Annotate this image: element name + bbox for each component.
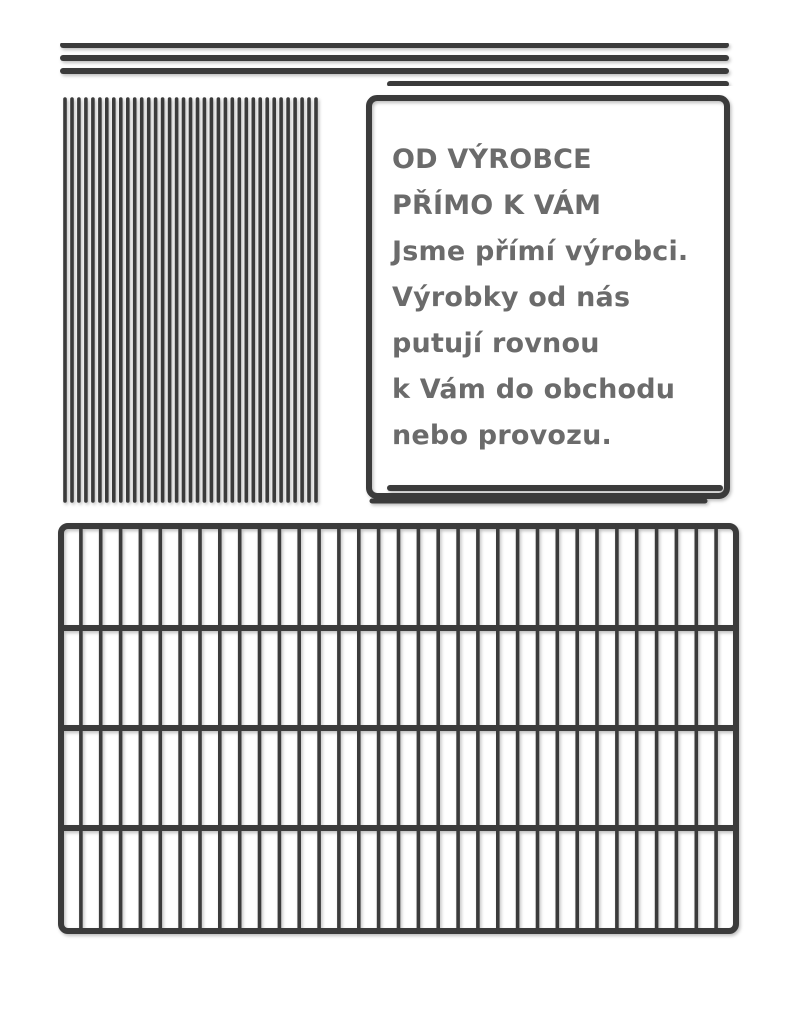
promo-heading-line-1: OD VÝROBCE	[392, 144, 592, 175]
wire-rods-vertical-bundle-icon	[65, 99, 316, 501]
promo-body-line-3: putují rovnou	[392, 328, 600, 359]
promo-heading-line-2: PŘÍMO K VÁM	[392, 190, 602, 221]
promo-body-line-2: Výrobky od nás	[392, 282, 631, 313]
promo-text-block	[392, 137, 722, 459]
wire-rods-horizontal-bundle-icon	[63, 45, 726, 84]
wire-grid-shelf-icon	[61, 526, 736, 931]
promo-body-line-4: k Vám do obchodu	[392, 374, 676, 405]
promo-body-line-1: Jsme přímí výrobci.	[392, 236, 689, 267]
promo-body-line-5: nebo provozu.	[392, 420, 612, 451]
